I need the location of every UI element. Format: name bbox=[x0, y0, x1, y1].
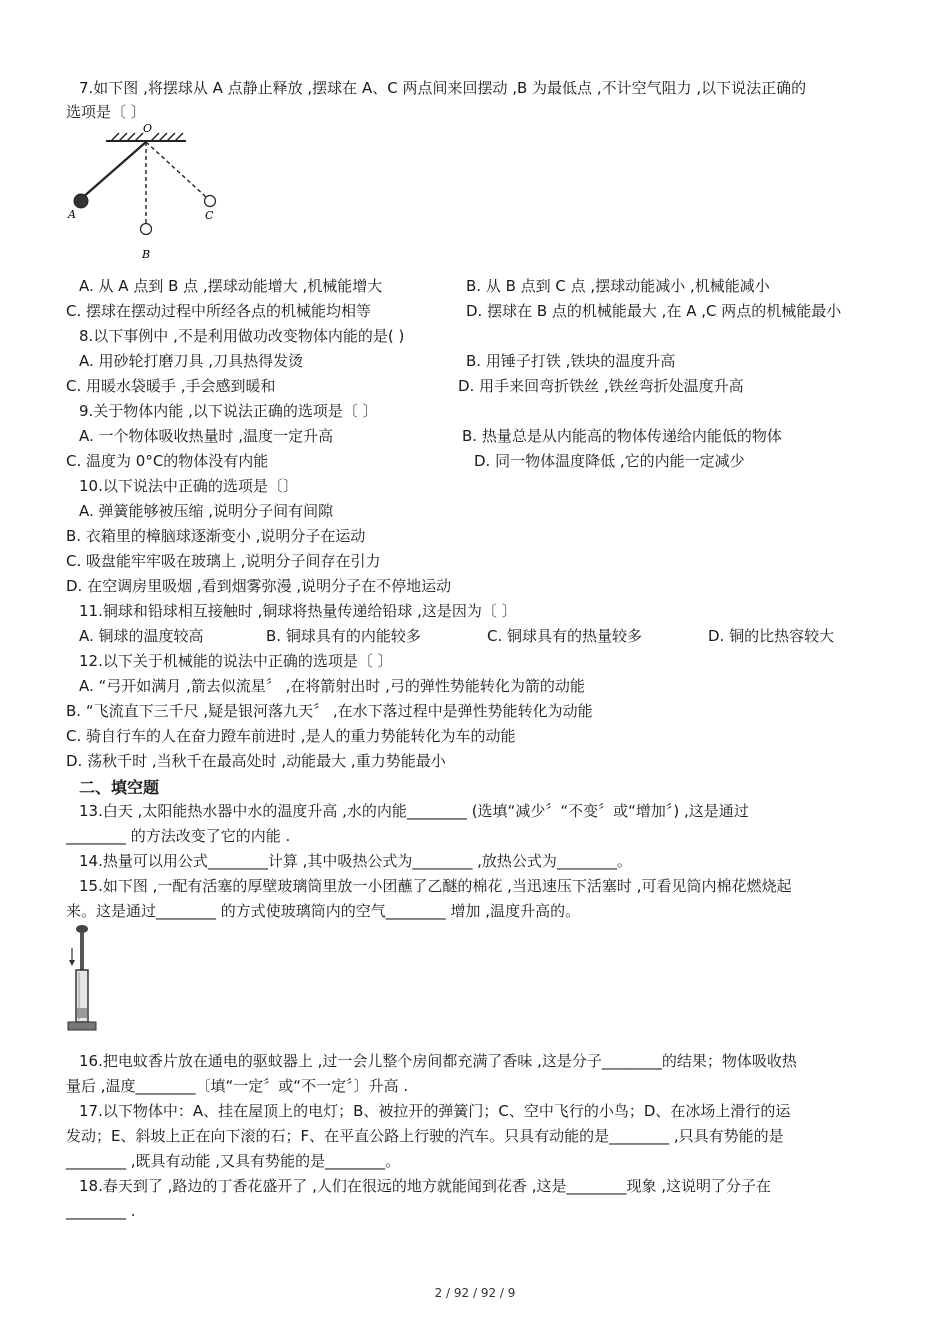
q16-line1: 16.把电蚊香片放在通电的驱蚊器上 ,过一会儿整个房间都充满了香味 ,这是分子________的结果；物体吸收热 bbox=[79, 1052, 797, 1070]
q7-option-b: B. 从 B 点到 C 点 ,摆球动能减小 ,机械能减小 bbox=[466, 277, 770, 295]
label-b: B bbox=[142, 248, 151, 261]
q12-stem: 12.以下关于机械能的说法中正确的选项是〔 〕 bbox=[79, 652, 393, 670]
q11-option-c: C. 铜球具有的热量较多 bbox=[487, 627, 643, 645]
section-title-fill-blank: 二、填空题 bbox=[79, 778, 160, 797]
q18-line1: 18.春天到了 ,路边的丁香花盛开了 ,人们在很远的地方就能闻到花香 ,这是________现象 ,这说明了分子在 bbox=[79, 1177, 772, 1195]
q9-option-d: D. 同一物体温度降低 ,它的内能一定减少 bbox=[474, 452, 745, 470]
pendulum-string-a bbox=[82, 142, 146, 198]
q10-stem: 10.以下说法中正确的选项是〔〕 bbox=[79, 477, 298, 495]
q17-line3: ________ ,既具有动能 ,又具有势能的是________。 bbox=[66, 1152, 401, 1170]
ball-b bbox=[141, 224, 152, 235]
q7-option-c: C. 摆球在摆动过程中所经各点的机械能均相等 bbox=[66, 302, 372, 320]
q8-option-d: D. 用手来回弯折铁丝 ,铁丝弯折处温度升高 bbox=[458, 377, 744, 395]
pendulum-string-c bbox=[146, 142, 206, 197]
q12-option-b: B. “飞流直下三千尺 ,疑是银河落九天〞 ,在水下落过程中是弹性势能转化为动能 bbox=[66, 702, 593, 720]
label-o: O bbox=[143, 122, 153, 135]
q18-line2: ________ . bbox=[66, 1202, 136, 1220]
q10-option-b: B. 衣箱里的樟脑球逐渐变小 ,说明分子在运动 bbox=[66, 527, 366, 545]
q14-line1: 14.热量可以用公式________计算 ,其中吸热公式为________ ,放热公式为________。 bbox=[79, 852, 632, 870]
q8-option-c: C. 用暖水袋暖手 ,手会感到暖和 bbox=[66, 377, 276, 395]
q8-option-a: A. 用砂轮打磨刀具 ,刀具热得发烫 bbox=[79, 352, 304, 370]
ball-c bbox=[205, 196, 216, 207]
q13-line2: ________ 的方法改变了它的内能 . bbox=[66, 827, 291, 845]
q15-line2: 来。这是通过________ 的方式使玻璃筒内的空气________ 增加 ,温度升高的。 bbox=[66, 902, 581, 920]
q12-option-c: C. 骑自行车的人在奋力蹬车前进时 ,是人的重力势能转化为车的动能 bbox=[66, 727, 516, 745]
q12-option-a: A. “弓开如满月 ,箭去似流星〞 ,在将箭射出时 ,弓的弹性势能转化为箭的动能 bbox=[79, 677, 585, 695]
q8-option-b: B. 用锤子打铁 ,铁块的温度升高 bbox=[466, 352, 676, 370]
page-number: 2 / 92 / 92 / 9 bbox=[434, 1286, 516, 1300]
q10-option-d: D. 在空调房里吸烟 ,看到烟雾弥漫 ,说明分子在不停地运动 bbox=[66, 577, 452, 595]
q17-line1: 17.以下物体中：A、挂在屋顶上的电灯；B、被拉开的弹簧门；C、空中飞行的小鸟；D、在冰场上滑行的运 bbox=[79, 1102, 791, 1120]
q11-option-b: B. 铜球具有的内能较多 bbox=[266, 627, 421, 645]
q7-stem-line2: 选项是〔 〕 bbox=[66, 103, 146, 121]
cotton bbox=[77, 1008, 87, 1018]
label-a: A bbox=[68, 208, 76, 221]
q7-option-a: A. 从 A 点到 B 点 ,摆球动能增大 ,机械能增大 bbox=[79, 277, 383, 295]
q7-option-d: D. 摆球在 B 点的机械能最大 ,在 A ,C 两点的机械能最小 bbox=[466, 302, 842, 320]
label-c: C bbox=[205, 209, 214, 222]
q9-option-b: B. 热量总是从内能高的物体传递给内能低的物体 bbox=[462, 427, 782, 445]
glass-cylinder-figure bbox=[64, 924, 104, 1036]
q11-option-d: D. 铜的比热容较大 bbox=[708, 627, 835, 645]
q10-option-c: C. 吸盘能牢牢吸在玻璃上 ,说明分子间存在引力 bbox=[66, 552, 381, 570]
piston-rod bbox=[80, 932, 84, 970]
q16-line2: 量后 ,温度________〔填“一定〞或“不一定〞〕升高 . bbox=[66, 1077, 409, 1095]
q11-stem: 11.铜球和铅球相互接触时 ,铜球将热量传递给铅球 ,这是因为〔 〕 bbox=[79, 602, 517, 620]
piston-knob bbox=[76, 925, 88, 933]
q10-option-a: A. 弹簧能够被压缩 ,说明分子间有间隙 bbox=[79, 502, 334, 520]
q9-option-c: C. 温度为 0°C的物体没有内能 bbox=[66, 452, 269, 470]
down-arrow-icon bbox=[69, 960, 75, 966]
ball-a bbox=[74, 194, 88, 208]
q8-stem: 8.以下事例中 ,不是利用做功改变物体内能的是( ) bbox=[79, 327, 405, 345]
q12-option-d: D. 荡秋千时 ,当秋千在最高处时 ,动能最大 ,重力势能最小 bbox=[66, 752, 446, 770]
q9-stem: 9.关于物体内能 ,以下说法正确的选项是〔 〕 bbox=[79, 402, 378, 420]
q7-stem-line1: 7.如下图 ,将摆球从 A 点静止释放 ,摆球在 A、C 两点间来回摆动 ,B 为最低点 ,不计空气阻力 ,以下说法正确的 bbox=[79, 79, 807, 97]
q15-line1: 15.如下图 ,一配有活塞的厚壁玻璃筒里放一小团蘸了乙醚的棉花 ,当迅速压下活塞时 ,可看见筒内棉花燃烧起 bbox=[79, 877, 792, 895]
q17-line2: 发动；E、斜坡上正在向下滚的石；F、在平直公路上行驶的汽车。只具有动能的是________ ,只具有势能的是 bbox=[66, 1127, 784, 1145]
q13-line1: 13.白天 ,太阳能热水器中水的温度升高 ,水的内能________ (选填“减少〞“不变〞或“增加〞) ,这是通过 bbox=[79, 802, 749, 820]
pendulum-figure bbox=[62, 120, 232, 265]
cylinder-base bbox=[68, 1022, 96, 1030]
q11-option-a: A. 铜球的温度较高 bbox=[79, 627, 204, 645]
q9-option-a: A. 一个物体吸收热量时 ,温度一定升高 bbox=[79, 427, 334, 445]
